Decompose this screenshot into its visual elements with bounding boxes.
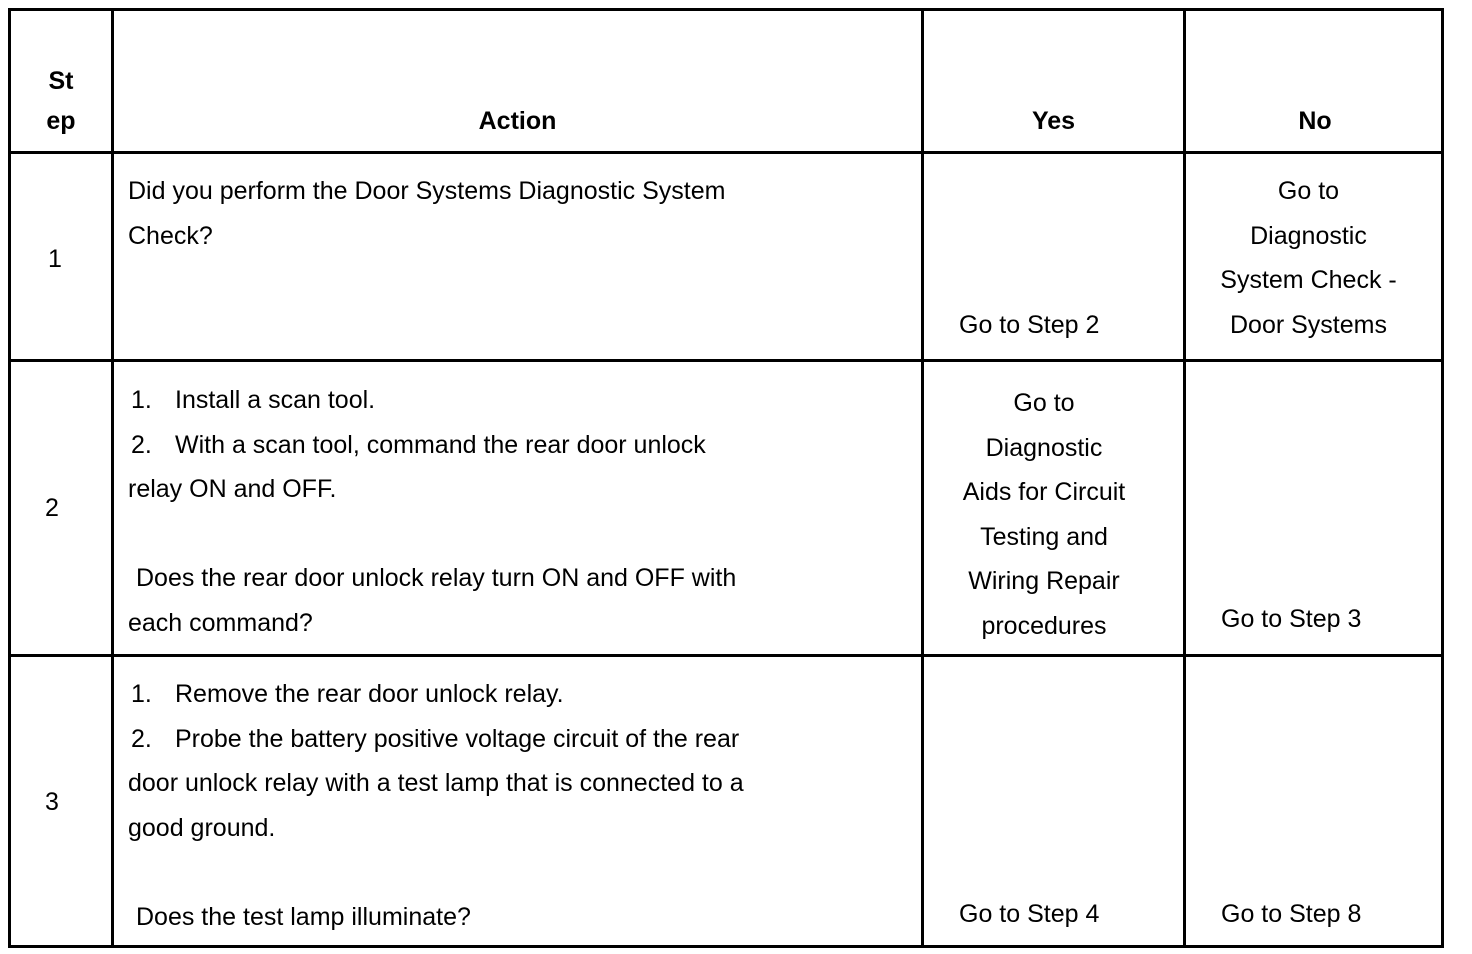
header-no: No — [1298, 107, 1332, 135]
row1-yes: Go to Step 2 — [959, 311, 1100, 339]
header-step-line1: St — [48, 67, 74, 95]
row2-question-line2: each command? — [128, 608, 313, 637]
diagnostic-table — [8, 8, 1444, 948]
row3-yes: Go to Step 4 — [959, 900, 1100, 928]
header-yes: Yes — [1031, 107, 1076, 135]
list-number: 1. — [131, 680, 152, 708]
row2-action-item2-cont: relay ON and OFF. — [128, 475, 337, 503]
list-text: Install a scan tool. — [175, 386, 376, 414]
row3-action-item2-cont2: good ground. — [128, 813, 276, 842]
row2-yes-line1: Go to — [1013, 389, 1075, 417]
row1-action-line2: Check? — [128, 221, 213, 250]
row3-step: 3 — [45, 788, 59, 816]
row-divider — [11, 359, 1441, 362]
row3-action — [128, 672, 744, 939]
list-text: With a scan tool, command the rear door unlock — [175, 430, 706, 459]
list-text: Probe the battery positive voltage circuit of the rear — [175, 724, 740, 753]
row-divider — [11, 151, 1441, 154]
list-number: 2. — [131, 430, 152, 459]
row2-yes-line3: Aids for Circuit — [962, 478, 1126, 506]
row1-no — [1186, 169, 1431, 347]
row2-yes-line2: Diagnostic — [985, 433, 1103, 462]
row1-no-line1: Go to — [1277, 177, 1340, 205]
header-action: Action — [478, 107, 557, 135]
row1-no-line2: Diagnostic — [1250, 221, 1367, 250]
blank-line — [128, 512, 736, 557]
row2-action-item2 — [128, 423, 736, 468]
row2-yes-line6: procedures — [981, 611, 1107, 640]
list-number: 2. — [131, 724, 152, 753]
row2-step: 2 — [45, 494, 59, 522]
row2-action-item1 — [128, 378, 736, 423]
row1-action — [128, 169, 725, 258]
header-step-line2: ep — [46, 107, 76, 135]
list-number: 1. — [131, 386, 152, 414]
blank-line — [128, 850, 744, 895]
row3-action-item2-cont1: door unlock relay with a test lamp that is connected to a — [128, 769, 744, 797]
row1-step: 1 — [48, 245, 62, 273]
row3-no: Go to Step 8 — [1221, 900, 1362, 928]
row3-action-item2 — [128, 717, 744, 762]
row3-question: Does the test lamp illuminate? — [136, 902, 471, 931]
row1-no-line3: System Check - — [1220, 266, 1397, 294]
row2-yes — [924, 381, 1164, 648]
row2-no: Go to Step 3 — [1221, 605, 1362, 633]
row2-yes-line4: Testing and — [980, 522, 1108, 551]
row-divider — [11, 654, 1441, 657]
list-text: Remove the rear door unlock relay. — [175, 680, 564, 708]
row2-question-line1: Does the rear door unlock relay turn ON and OFF with — [136, 564, 737, 592]
header-step — [11, 61, 111, 141]
row1-no-line4: Door Systems — [1230, 310, 1387, 339]
row2-yes-line5: Wiring Repair — [968, 567, 1120, 595]
row3-action-item1 — [128, 672, 744, 717]
row1-action-line1: Did you perform the Door Systems Diagnostic System — [128, 177, 726, 205]
row2-action — [128, 378, 736, 645]
